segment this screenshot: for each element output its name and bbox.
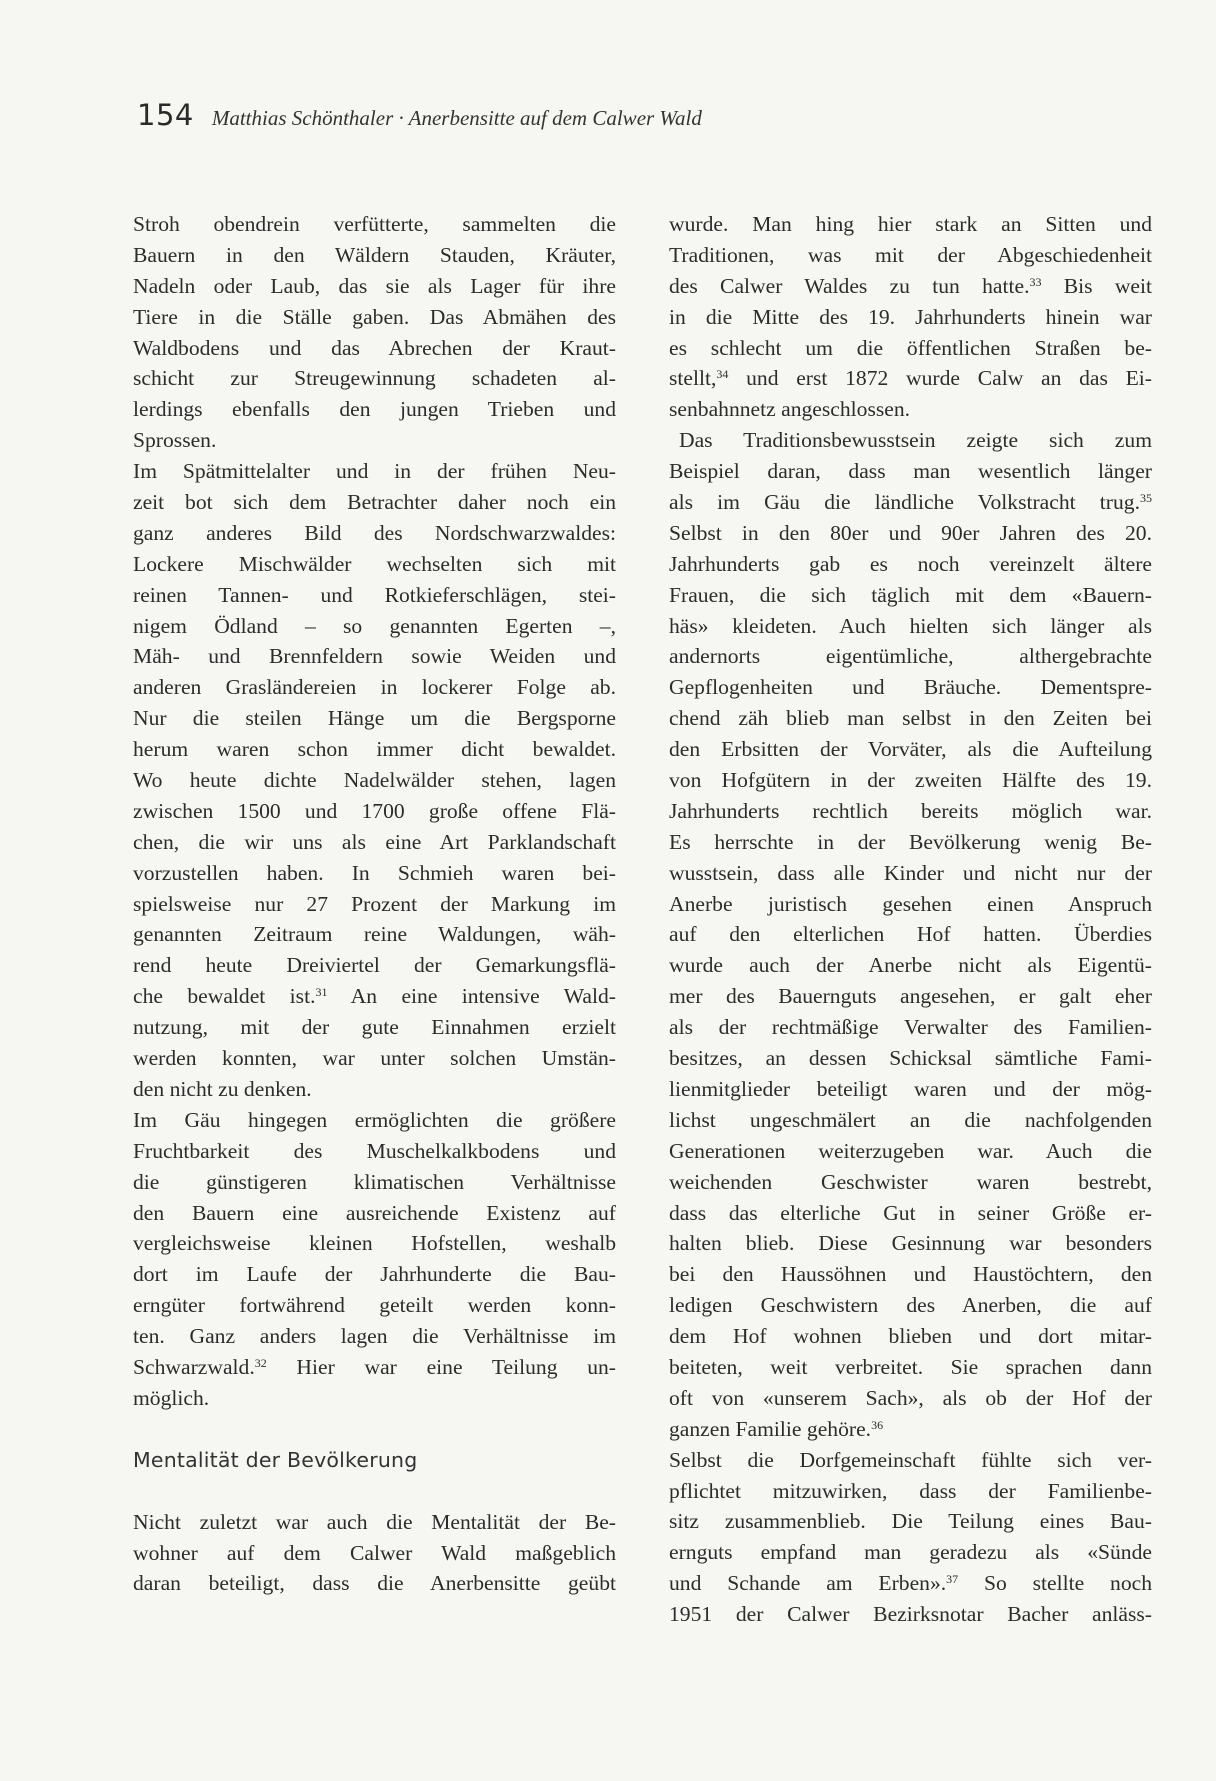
text-line: sitz zusammenblieb. Die Teilung eines Bau- (669, 1509, 1152, 1534)
text-line-with-footnote (133, 981, 616, 1012)
footnote-ref-34[interactable]: 34 (716, 367, 729, 382)
text-line: anderen Grasländereien in lockerer Folge ab. (133, 675, 616, 700)
text-line: bei den Haussöhnen und Haustöchtern, den (669, 1262, 1152, 1287)
text-line: dort im Laufe der Jahrhunderte die Bau- (133, 1262, 616, 1287)
text-line: Frauen, die sich täglich mit dem «Bauern- (669, 582, 1152, 607)
text-segment: An eine intensive Wald- (327, 984, 616, 1009)
text-line: lerdings ebenfalls den jungen Trieben und (133, 397, 616, 422)
text-line: Es herrschte in der Bevölkerung wenig Be- (669, 829, 1152, 854)
text-line: Wo heute dichte Nadelwälder stehen, lagen (133, 768, 616, 793)
text-line: Selbst die Dorfgemeinschaft fühlte sich ver- (669, 1447, 1152, 1472)
text-line: ernguts empfand man geradezu als «Sünde (669, 1540, 1152, 1565)
text-segment: Bis weit (1041, 273, 1152, 298)
text-segment: Schwarzwald. (133, 1354, 255, 1379)
text-line: wusstsein, dass alle Kinder und nicht nur der (669, 860, 1152, 885)
text-line: 1951 der Calwer Bezirksnotar Bacher anläss- (669, 1602, 1152, 1627)
text-line: erngüter fortwährend geteilt werden konn- (133, 1293, 616, 1318)
text-segment: che bewaldet ist. (133, 984, 316, 1009)
text-line: wohner auf dem Calwer Wald maßgeblich (133, 1540, 616, 1565)
text-line-with-footnote (669, 487, 1152, 518)
text-line: Bauern in den Wäldern Stauden, Kräuter, (133, 242, 616, 267)
paragraph (669, 425, 1152, 1444)
text-line: Generationen weiterzugeben war. Auch die (669, 1138, 1152, 1163)
text-line: Mäh- und Brennfeldern sowie Weiden und (133, 644, 616, 669)
text-line-with-footnote (669, 271, 1152, 302)
text-line: lienmitglieder beteiligt waren und der mög- (669, 1076, 1152, 1101)
text-line: Sprossen. (133, 428, 217, 453)
text-line: Gepflogenheiten und Bräuche. Dementspre- (669, 675, 1152, 700)
paragraph (133, 1105, 616, 1414)
text-line: vorzustellen haben. In Schmieh waren bei- (133, 860, 616, 885)
text-line: halten blieb. Diese Gesinnung war besonders (669, 1231, 1152, 1256)
text-line: herum waren schon immer dicht bewaldet. (133, 737, 616, 762)
text-line: senbahnnetz angeschlossen. (669, 397, 911, 422)
text-line: Jahrhunderts gab es noch vereinzelt ältere (669, 551, 1152, 576)
text-line: nigem Ödland – so genannten Egerten –, (133, 613, 616, 638)
text-segment: und erst 1872 wurde Calw an das Ei- (728, 366, 1152, 391)
text-line: vergleichsweise kleinen Hofstellen, weshalb (133, 1231, 616, 1256)
text-line: häs» kleideten. Auch hielten sich länger als (669, 613, 1152, 638)
text-line-with-footnote (669, 1414, 1152, 1445)
text-line: chen, die wir uns als eine Art Parklandschaft (133, 829, 616, 854)
running-title: Matthias Schönthaler · Anerbensitte auf dem Calwer Wald (211, 106, 702, 130)
right-column (669, 209, 1152, 1630)
text-line: zwischen 1500 und 1700 große offene Flä- (133, 798, 616, 823)
footnote-ref-36[interactable]: 36 (871, 1417, 884, 1432)
text-line: ten. Ganz anders lagen die Verhältnisse im (133, 1324, 616, 1349)
text-segment: des Calwer Waldes zu tun hatte. (669, 273, 1030, 298)
text-line-with-footnote (133, 1352, 616, 1383)
text-line: es schlecht um die öffentlichen Straßen be- (669, 335, 1152, 360)
text-line: den Erbsitten der Vorväter, als die Aufteilung (669, 737, 1152, 762)
text-line: nutzung, mit der gute Einnahmen erzielt (133, 1015, 616, 1040)
text-line: daran beteiligt, dass die Anerbensitte geübt (133, 1571, 616, 1596)
text-line: Tiere in die Ställe gaben. Das Abmähen des (133, 304, 616, 329)
text-line: Lockere Mischwälder wechselten sich mit (133, 551, 616, 576)
text-line: chend zäh blieb man selbst in den Zeiten bei (669, 706, 1152, 731)
text-line: Waldbodens und das Abrechen der Kraut- (133, 335, 616, 360)
text-segment: stellt, (669, 366, 717, 391)
text-line: schicht zur Streugewinnung schadeten al- (133, 366, 616, 391)
text-line: den nicht zu denken. (133, 1076, 312, 1101)
page-header (137, 98, 702, 138)
text-segment: Hier war eine Teilung un- (266, 1354, 616, 1379)
text-segment: und Schande am Erben». (669, 1571, 947, 1596)
text-line: besitzes, an dessen Schicksal sämtliche Fami- (669, 1046, 1152, 1071)
text-line: Selbst in den 80er und 90er Jahren des 20. (669, 520, 1152, 545)
section-heading: Mentalität der Bevölkerung (133, 1447, 418, 1472)
text-line: dem Hof wohnen blieben und dort mitar- (669, 1324, 1152, 1349)
text-line: wurde auch der Anerbe nicht als Eigentü- (669, 953, 1152, 978)
text-line: den Bauern eine ausreichende Existenz auf (133, 1200, 616, 1225)
text-line: pflichtet mitzuwirken, dass der Familienbe- (669, 1478, 1152, 1503)
paragraph (669, 209, 1152, 425)
left-column (133, 209, 616, 1599)
text-line: als der rechtmäßige Verwalter des Familien- (669, 1015, 1152, 1040)
footnote-ref-32[interactable]: 32 (254, 1355, 267, 1370)
text-line-with-footnote (669, 1568, 1152, 1599)
text-line: möglich. (133, 1385, 210, 1410)
text-line: Nicht zuletzt war auch die Mentalität der Be- (133, 1509, 616, 1534)
text-line-with-footnote (669, 363, 1152, 394)
text-segment: als im Gäu die ländliche Volkstracht trug. (669, 490, 1140, 515)
text-line: dass das elterliche Gut in seiner Größe er- (669, 1200, 1152, 1225)
footnote-ref-35[interactable]: 35 (1140, 491, 1152, 506)
text-line: reinen Tannen- und Rotkieferschlägen, stei- (133, 582, 616, 607)
text-line: von Hofgütern in der zweiten Hälfte des 19. (669, 768, 1152, 793)
paragraph (669, 1445, 1152, 1630)
text-line: rend heute Dreiviertel der Gemarkungsflä- (133, 953, 616, 978)
text-line: Nadeln oder Laub, das sie als Lager für ihre (133, 273, 616, 298)
text-line: lichst ungeschmälert an die nachfolgenden (669, 1107, 1152, 1132)
text-line: weichenden Geschwister waren bestrebt, (669, 1169, 1152, 1194)
text-line: genannten Zeitraum reine Waldungen, wäh- (133, 922, 616, 947)
paragraph (133, 456, 616, 1105)
text-line: Stroh obendrein verfütterte, sammelten die (133, 212, 616, 236)
text-line: wurde. Man hing hier stark an Sitten und (669, 212, 1152, 236)
text-line: Das Traditionsbewusstsein zeigte sich zum (679, 428, 1152, 453)
page-number: 154 (137, 98, 194, 132)
text-line: Jahrhunderts rechtlich bereits möglich war. (669, 798, 1152, 823)
footnote-ref-37[interactable]: 37 (946, 1572, 959, 1587)
text-line: beiteten, weit verbreitet. Sie sprachen dann (669, 1354, 1152, 1379)
text-segment: ganzen Familie gehöre. (669, 1416, 872, 1441)
text-line: Anerbe juristisch gesehen einen Anspruch (669, 891, 1152, 916)
text-line: werden konnten, war unter solchen Umstän- (133, 1046, 616, 1071)
text-line: mer des Bauernguts angesehen, er galt eher (669, 984, 1152, 1009)
text-line: Im Gäu hingegen ermöglichten die größere (133, 1107, 616, 1132)
text-line: zeit bot sich dem Betrachter daher noch ein (133, 490, 616, 515)
text-line: andernorts eigentümliche, althergebrachte (669, 644, 1152, 669)
text-line: oft von «unserem Sach», als ob der Hof der (669, 1385, 1152, 1410)
text-line: die günstigeren klimatischen Verhältnisse (133, 1169, 616, 1194)
text-line: spielsweise nur 27 Prozent der Markung im (133, 891, 616, 916)
text-line: in die Mitte des 19. Jahrhunderts hinein war (669, 304, 1152, 329)
text-line: ledigen Geschwistern des Anerben, die auf (669, 1293, 1152, 1318)
text-segment: So stellte noch (958, 1571, 1153, 1596)
footnote-ref-33[interactable]: 33 (1029, 274, 1042, 289)
paragraph (133, 1507, 616, 1600)
text-line: Im Spätmittelalter und in der frühen Neu- (133, 459, 616, 484)
paragraph (133, 209, 616, 456)
text-line: Beispiel daran, dass man wesentlich länger (669, 459, 1152, 484)
footnote-ref-31[interactable]: 31 (315, 985, 328, 1000)
text-line: auf den elterlichen Hof hatten. Überdies (669, 922, 1152, 947)
text-line: Nur die steilen Hänge um die Bergsporne (133, 706, 616, 731)
text-line: Fruchtbarkeit des Muschelkalkbodens und (133, 1138, 616, 1163)
text-line: ganz anderes Bild des Nordschwarzwaldes: (133, 520, 616, 545)
text-line: Traditionen, was mit der Abgeschiedenheit (669, 242, 1152, 267)
